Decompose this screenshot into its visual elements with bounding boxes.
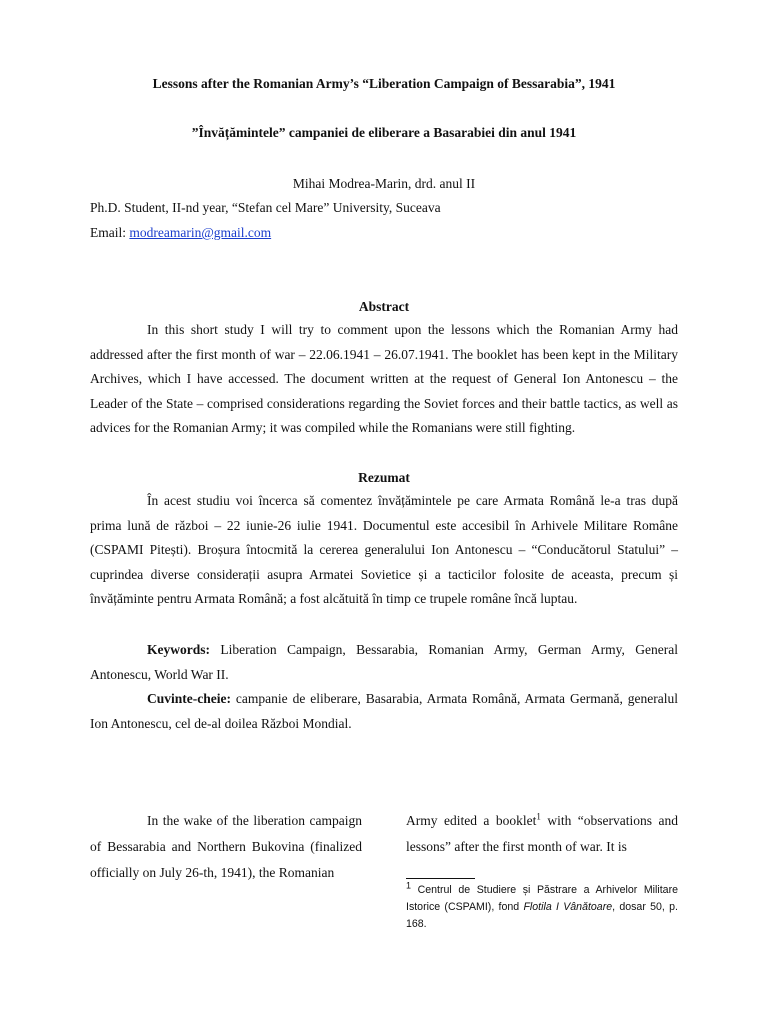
paper-title-english: Lessons after the Romanian Army’s “Liberation Campaign of Bessarabia”, 1941 <box>152 76 616 91</box>
rezumat-heading: Rezumat <box>358 470 410 485</box>
cuvinte-cheie-text: campanie de eliberare, Basarabia, Armata Română, Armata Germană, generalul Ion Antonescu, cel de-al doilea Război Mondial. <box>90 691 678 731</box>
keywords-label: Keywords: <box>147 642 210 657</box>
body-right-text-end: with “observations and lessons” after the first month of war. It is <box>406 813 678 854</box>
cuvinte-cheie-paragraph <box>90 687 678 736</box>
footnote-text-end: , dosar 50, p. 168. <box>406 901 678 930</box>
footnote-marker: 1 <box>406 880 412 891</box>
body-right-column <box>406 808 678 860</box>
keywords-paragraph <box>90 638 678 687</box>
cuvinte-cheie-label: Cuvinte-cheie: <box>147 691 231 706</box>
abstract-text: In this short study I will try to comment upon the lessons which the Romanian Army had addressed after the first month of war – 22.06.1941 – 26.07.1941. The booklet has been kept in the Military Archives, which I have accessed. The document written at the request of General Ion Antonescu – the Leader of the State – comprised considerations regarding the Soviet forces and their battle tactics, as well as advices for the Romanian Army; it was compiled while the Romanians were still fighting. <box>90 322 678 436</box>
footnote-fond-name: Flotila I Vânătoare <box>523 901 613 913</box>
footnote-text-start: Centrul de Studiere și Păstrare a Arhivelor Militare Istorice (CSPAMI), fond <box>406 884 678 913</box>
paper-title-romanian: ”Învățămintele” campaniei de eliberare a Basarabiei din anul 1941 <box>191 125 577 140</box>
footnote-separator <box>406 878 475 879</box>
body-left-column: In the wake of the liberation campaign of Bessarabia and Northern Bukovina (finalized officially on July 26-th, 1941), the Romanian <box>90 813 362 880</box>
abstract-heading: Abstract <box>358 299 410 314</box>
body-right-text-start: Army edited a booklet <box>406 813 537 828</box>
author-email-line <box>90 225 678 241</box>
footnote <box>406 882 678 933</box>
email-link[interactable]: modreamarin@gmail.com <box>129 225 272 240</box>
email-label: Email: <box>90 225 130 240</box>
author-affiliation: Ph.D. Student, II-nd year, “Stefan cel Mare” University, Suceava <box>90 200 441 215</box>
rezumat-text: În acest studiu voi încerca să comentez învățămintele pe care Armata Română le-a tras după prima lună de război – 22 iunie-26 iulie 1941. Documentul este accesibil în Arhivele Militare Române (CSPAMI Pitești). Broșura întocmită la cererea generalului Ion Antonescu – “Conducătorul Statului” – cuprindea diverse considerații asupra Armatei Sovietice și a tacticilor folosite de aceasta, precum și învățăminte pentru Armata Română; a fost alcătuită în timp ce trupele române încă luptau. <box>90 493 678 607</box>
author-name: Mihai Modrea-Marin, drd. anul II <box>292 176 476 191</box>
footnote-reference[interactable]: 1 <box>536 811 541 822</box>
keywords-text: Liberation Campaign, Bessarabia, Romanian Army, German Army, General Antonescu, World War II. <box>90 642 678 682</box>
